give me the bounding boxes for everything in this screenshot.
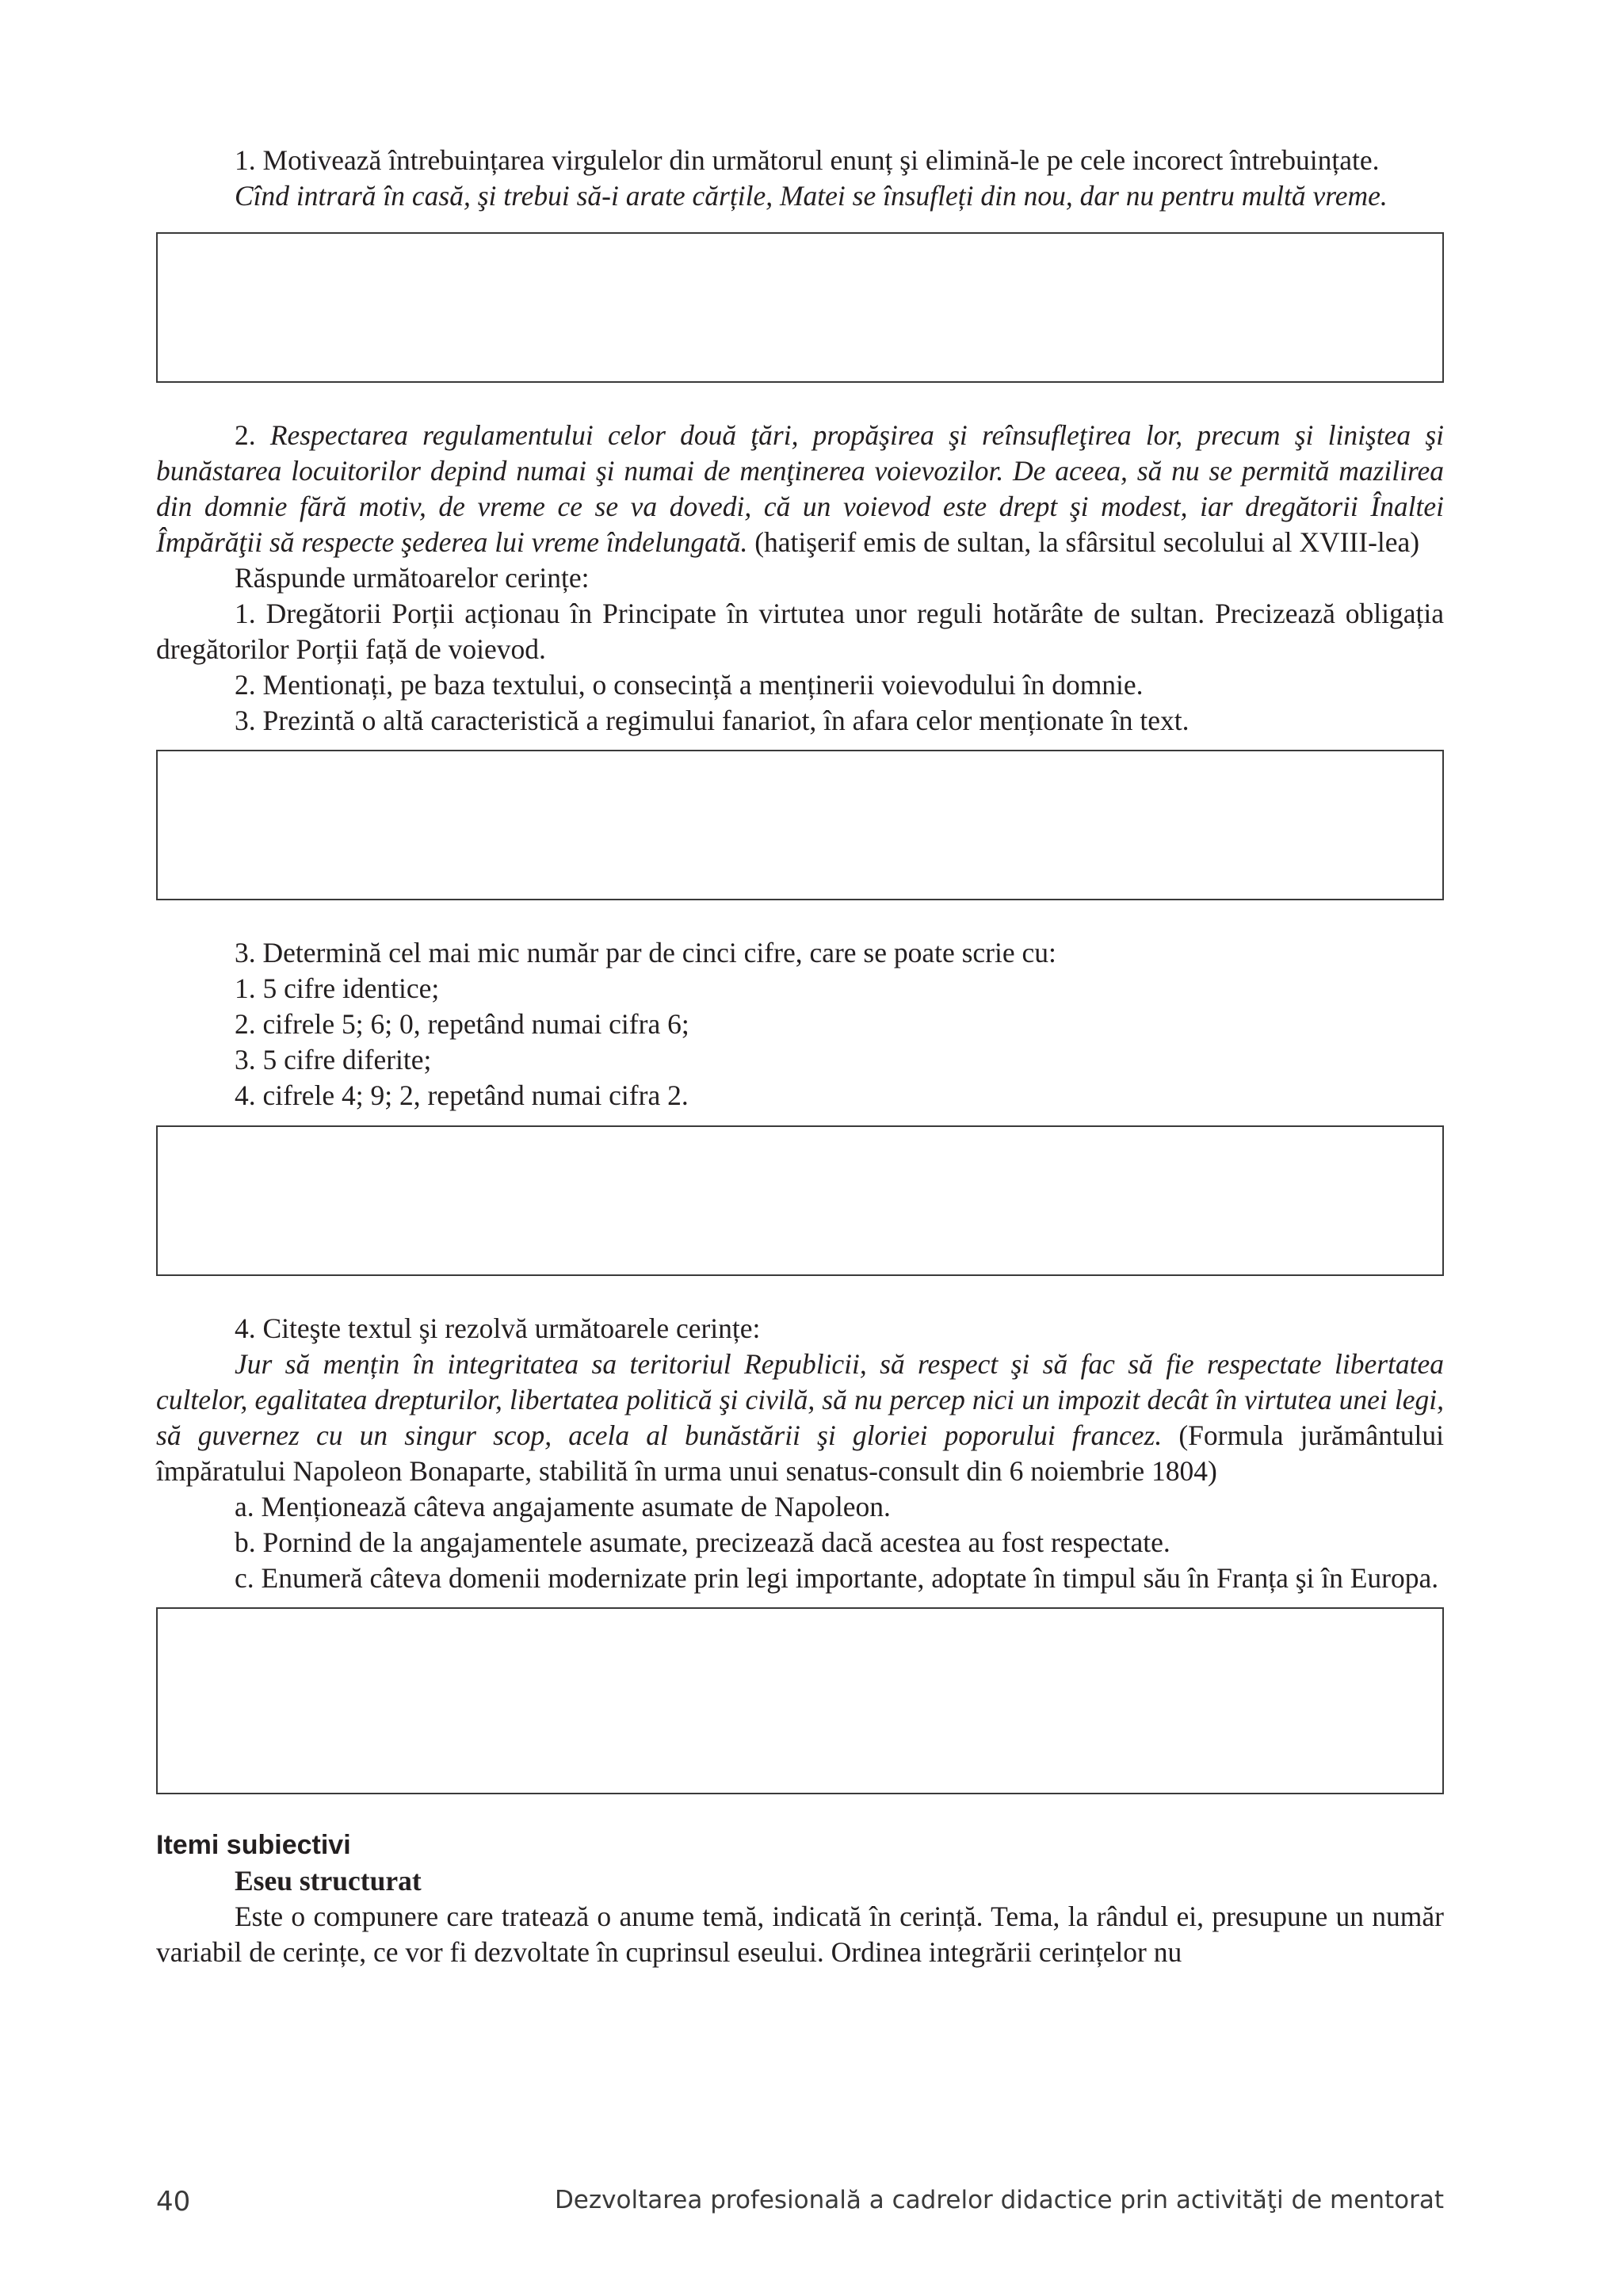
q3-item-3: 3. 5 cifre diferite; [235, 1044, 432, 1075]
q1-text: 1. Motivează întrebuințarea virgulelor din următorul enunț şi elimină-le pe cele incorect întrebuințate. [235, 144, 1380, 176]
q2-text [156, 418, 1444, 560]
page-number: 40 [156, 2186, 191, 2218]
section-title: Itemi subiectivi [156, 1830, 351, 1860]
q3-item-4: 4. cifrele 4; 9; 2, repetând numai cifra 2. [235, 1079, 689, 1111]
answer-box-1[interactable] [156, 232, 1444, 383]
q2-item-3: 3. Prezintă o altă caracteristică a regimului fanariot, în afara celor menționate în text. [235, 705, 1190, 736]
q3-item-1: 1. 5 cifre identice; [235, 972, 440, 1004]
q2-item-1: 1. Dregătorii Porții acționau în Principate în virtutea unor reguli hotărâte de sultan. Precizează obligația dregătorilor Porții față de voievod. [156, 598, 1444, 665]
q4-text: 4. Citeşte textul şi rezolvă următoarele cerințe: [235, 1312, 761, 1344]
q2-item-2: 2. Mentionați, pe baza textului, o consecință a menținerii voievodului în domnie. [235, 669, 1144, 701]
q4-paragraph [156, 1347, 1444, 1489]
q4-source: (Formula jurământului împăratului Napoleon Bonaparte, stabilită în urma unui senatus-consult din 6 noiembrie 1804) [156, 1419, 1444, 1487]
q2-instruction: Răspunde următoarelor cerințe: [235, 562, 590, 594]
q2-quote: Respectarea regulamentului celor două ţări, propăşirea şi reînsufleţirea lor, precum şi liniştea şi bunăstarea locuitorilor depind numai şi numai de menţinerea voievozilor. De aceea, să nu se permită mazilirea din domnie fără motiv, de vreme ce se va dovedi, că un voievod este drept şi modest, iar dregătorii Înaltei Împărăţii să respecte şederea lui vreme îndelungată. [156, 419, 1444, 558]
page-content [156, 143, 1444, 1970]
q4-item-b: b. Pornind de la angajamentele asumate, precizează dacă acestea au fost respectate. [235, 1526, 1170, 1558]
q1-quote: Cînd intrară în casă, şi trebui să-i arate cărțile, Matei se însufleți din nou, dar nu pentru multă vreme. [235, 180, 1388, 212]
page-footer [156, 2186, 1444, 2218]
section-subtitle: Eseu structurat [235, 1865, 422, 1897]
q4-item-a: a. Menționează câteva angajamente asumate de Napoleon. [235, 1491, 891, 1522]
q4-item-c: c. Enumeră câteva domenii modernizate prin legi importante, adoptate în timpul său în Franța şi în Europa. [235, 1562, 1439, 1594]
answer-box-3[interactable] [156, 1125, 1444, 1276]
q3-text: 3. Determină cel mai mic număr par de cinci cifre, care se poate scrie cu: [235, 937, 1056, 968]
q2-number: 2. [235, 419, 256, 451]
q2-source: (hatişerif emis de sultan, la sfârsitul secolului al XVIII-lea) [747, 526, 1420, 558]
q3-item-2: 2. cifrele 5; 6; 0, repetând numai cifra 6; [235, 1008, 689, 1040]
section-text: Este o compunere care tratează o anume temă, indicată în cerință. Tema, la rândul ei, presupune un număr variabil de cerințe, ce vor fi dezvoltate în cuprinsul eseului. Ordinea integrării cerințelor nu [156, 1901, 1444, 1968]
q4-quote: Jur să mențin în integritatea sa teritoriul Republicii, să respect şi să fac să fie respectate libertatea cultelor, egalitatea drepturilor, libertatea politică şi civilă, să nu percep nici un impozit decât în virtutea unei legi, să guvernez cu un singur scop, acela al bunăstării şi gloriei poporului francez. [156, 1348, 1444, 1451]
footer-title: Dezvoltarea profesională a cadrelor didactice prin activităţi de mentorat [554, 2186, 1444, 2214]
answer-box-4[interactable] [156, 1607, 1444, 1794]
answer-box-2[interactable] [156, 750, 1444, 900]
